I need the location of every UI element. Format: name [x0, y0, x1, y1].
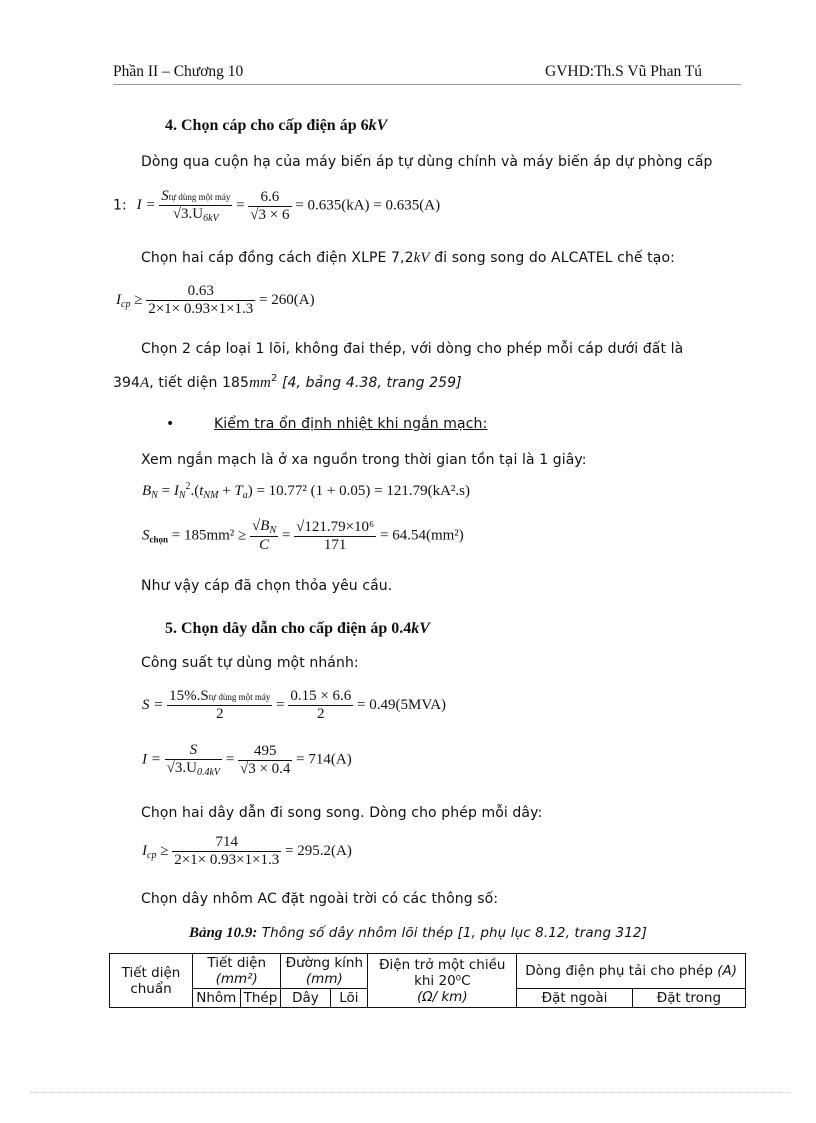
- th-resistance: [368, 954, 517, 1008]
- s5-eq3-rhs: = 295.2(A): [285, 842, 352, 859]
- s4-p4ref: [4, bảng 4.38, trang 259]: [277, 375, 462, 391]
- header-left: Phần II – Chương 10: [113, 63, 244, 80]
- s4-p4mm: mm: [249, 375, 271, 391]
- s5-eq2-rhs: = 714(A): [296, 751, 352, 768]
- section-4-title-text: 4. Chọn cáp cho cấp điện áp 6: [165, 117, 369, 134]
- s5-eq3-den: 2×1× 0.93×1×1.3: [174, 852, 280, 868]
- eq3-text: = 10.77² (1 + 0.05) = 121.79(kA².s): [256, 483, 470, 499]
- s5-eq2-den2: √3 × 0.4: [239, 760, 291, 777]
- th-section-label: Tiết diện: [207, 955, 267, 971]
- s4-paragraph-4: 394A, tiết diện $185mm^2$ [4, bảng 4.38, trang 259]: [113, 373, 462, 391]
- th-section: [193, 954, 281, 989]
- s4-paragraph-5: Xem ngắn mạch là ở xa nguồn trong thời gian tồn tại là 1 giây:: [141, 452, 587, 468]
- th-steel: Thép: [240, 989, 281, 1008]
- section-4-title-unit: kV: [368, 117, 388, 134]
- eq4-mid: = 185mm² ≥: [171, 527, 247, 544]
- th-indoor: Đặt trong: [632, 989, 745, 1008]
- s4-equation-3: $B_N = I_N^2.(t_{NM} + T_a) = 10.77^2$ (1 + 0.05) = 121.79(kA².s): [142, 481, 470, 501]
- table-caption-text: Thông số dây nhôm lõi thép [1, phụ lục 8.12, trang 312]: [257, 925, 647, 941]
- section-4-title: [165, 117, 387, 135]
- bullet-dot: •: [166, 416, 175, 432]
- eq1-frac1: [159, 188, 232, 224]
- eq4-den1: C: [250, 536, 278, 554]
- eq4-sub: chọn: [149, 534, 169, 545]
- s5-eq1-num: 15%.S: [169, 688, 209, 704]
- th-outdoor: Đặt ngoài: [517, 989, 633, 1008]
- eq2-rhs: = 260(A): [259, 291, 315, 308]
- th-current-label: Dòng điện phụ tải cho phép: [525, 963, 713, 979]
- s4-p4b: , tiết diện 185: [149, 375, 250, 391]
- s5-eq1-num2: 0.15 × 6.6: [290, 688, 352, 704]
- eq1-den2: √3 × 6: [250, 206, 290, 223]
- eq4-num2: √121.79×10⁶: [296, 518, 375, 535]
- eq1-den: √3.U: [172, 206, 204, 222]
- s5-eq1-den2: 2: [288, 705, 353, 723]
- eq1-den-sub: 6kV: [203, 213, 219, 224]
- eq4-num1: √B: [252, 518, 270, 534]
- s5-equation-3: [142, 834, 352, 869]
- s4-equation-1: 1: I = $\frac{\text{Stự dùng một máy}}{√3.U_{6kV}}$ = $\frac{6.6}{√3 \times 6}$ = 0.635(kA) = 0.635(A): [113, 188, 441, 224]
- s5-eq2-num: S: [189, 742, 198, 758]
- section-5-title: [165, 620, 430, 638]
- s5-eq3-lhs: I: [142, 842, 147, 859]
- s5-eq3-frac: [172, 834, 281, 869]
- eq4-frac2: [294, 519, 376, 554]
- s5-eq1-frac2: [288, 688, 353, 723]
- s5-eq2-frac2: [238, 743, 292, 778]
- eq4-den2: 171: [294, 536, 376, 554]
- eq1-S: S: [161, 188, 169, 204]
- header-right: GVHD:Th.S Vũ Phan Tú: [545, 63, 703, 80]
- s5-eq3-num: 714: [215, 834, 238, 850]
- s4-paragraph-6: Như vậy cáp đã chọn thỏa yêu cầu.: [141, 578, 393, 594]
- eq4-lhs: S: [142, 527, 150, 544]
- s5-eq2-den: √3.U: [166, 760, 197, 776]
- s4-equation-2: [116, 283, 315, 318]
- s5-paragraph-1: Công suất tự dùng một nhánh:: [141, 655, 359, 671]
- eq2-lhs: I: [116, 291, 121, 308]
- parameters-table: [109, 953, 746, 1008]
- th-current-unit: (A): [717, 963, 737, 979]
- th-aluminum: Nhôm: [193, 989, 241, 1008]
- th-core: Lõi: [330, 989, 368, 1008]
- eq4-frac1: [250, 518, 278, 554]
- eq1-num2: 6.6: [260, 188, 280, 205]
- s4-p4unit: A: [140, 375, 150, 391]
- s4-paragraph-1: Dòng qua cuộn hạ của máy biến áp tự dùng chính và máy biến áp dự phòng cấp: [141, 154, 713, 170]
- th-current: [517, 954, 746, 989]
- th-resistance-unit: (Ω/ km): [416, 988, 468, 1005]
- eq2-frac: [146, 283, 255, 318]
- eq1-lhs: I =: [136, 197, 156, 214]
- s5-eq1-lhs: S =: [142, 696, 164, 713]
- table-caption: [189, 925, 647, 942]
- eq2-sub: cp: [121, 298, 131, 310]
- eq1-S-sub: tự dùng một máy: [168, 192, 231, 202]
- s4-p2unit: kV: [413, 250, 430, 266]
- th-diameter-unit: (mm): [305, 971, 343, 987]
- bullet-text: Kiểm tra ổn định nhiệt khi ngắn mạch:: [214, 416, 488, 432]
- s4-p2a: Chọn hai cáp đồng cách điện XLPE 7,2: [141, 250, 414, 266]
- table-caption-bold: Bảng 10.9:: [189, 925, 258, 941]
- s5-eq1-den: 2: [167, 705, 272, 723]
- eq4-num1sub: N: [269, 525, 277, 536]
- s5-eq3-ge: ≥: [160, 842, 169, 859]
- s4-paragraph-2: [141, 250, 675, 267]
- page-bottom-rule: [30, 1092, 790, 1093]
- th-resistance-label: Điện trở một chiều khi 20⁰C: [379, 956, 506, 989]
- s5-eq1-rhs: = 0.49(5MVA): [357, 696, 447, 713]
- eq2-den: 2×1× 0.93×1×1.3: [148, 301, 254, 317]
- s4-equation-4: $S_{chọn} = 185mm^2$ ≥ $\frac{√B_N}{C}$ = $\frac{\text{√121.79×10⁶}}{171}$ = 64.54(mm²): [142, 518, 464, 553]
- s5-eq2-num2: 495: [253, 742, 277, 759]
- s4-p4a: 394: [113, 375, 141, 391]
- s5-eq1-frac1: [167, 688, 272, 723]
- s5-eq2-frac1: [165, 742, 222, 778]
- s5-equation-1: S = $\frac{\text{15\%.Stự dùng một máy}}{2}$ = $\frac{0.15 \times 6.6}{2}$ = 0.49(5MVA): [142, 688, 447, 722]
- eq2-num: 0.63: [187, 283, 214, 299]
- th-diameter-label: Đường kính: [285, 955, 364, 971]
- section-5-title-text: 5. Chọn dây dẫn cho cấp điện áp 0.4: [165, 620, 412, 637]
- s4-paragraph-3: Chọn 2 cáp loại 1 lõi, không đai thép, với dòng cho phép mỗi cáp dưới đất là: [141, 341, 684, 357]
- th-wire: Dây: [281, 989, 330, 1008]
- th-section-unit: (mm²): [215, 971, 258, 987]
- eq2-ge: ≥: [134, 291, 143, 308]
- th-diameter: [281, 954, 368, 989]
- section-5-title-unit: kV: [411, 620, 430, 637]
- s5-eq2-lhs: I =: [142, 751, 161, 768]
- s5-equation-2: I = $\frac{S}{√3.U_{0.4kV}}$ = $\frac{495}{√3 \times 0.4}$ = 714(A): [142, 742, 352, 778]
- eq1-rhs: = 0.635(kA) = 0.635(A): [295, 197, 441, 214]
- s4-p2b: đi song song do ALCATEL chế tạo:: [429, 250, 675, 266]
- s5-paragraph-2: Chọn hai dây dẫn đi song song. Dòng cho phép mỗi dây:: [141, 805, 543, 821]
- s5-eq1-num-sub: tự dùng một máy: [208, 692, 271, 702]
- eq1-frac2: [248, 189, 291, 224]
- s4-p1b: 1:: [113, 197, 127, 214]
- header-rule: [113, 84, 741, 85]
- eq3-B: B: [142, 483, 152, 499]
- eq4-rhs: = 64.54(mm²): [380, 527, 464, 544]
- s5-eq2-den-sub: 0.4kV: [196, 767, 220, 778]
- s5-eq3-sub: cp: [147, 849, 157, 861]
- s5-paragraph-3: Chọn dây nhôm AC đặt ngoài trời có các thông số:: [141, 891, 499, 907]
- th-standard-section: Tiết diện chuẩn: [110, 954, 193, 1008]
